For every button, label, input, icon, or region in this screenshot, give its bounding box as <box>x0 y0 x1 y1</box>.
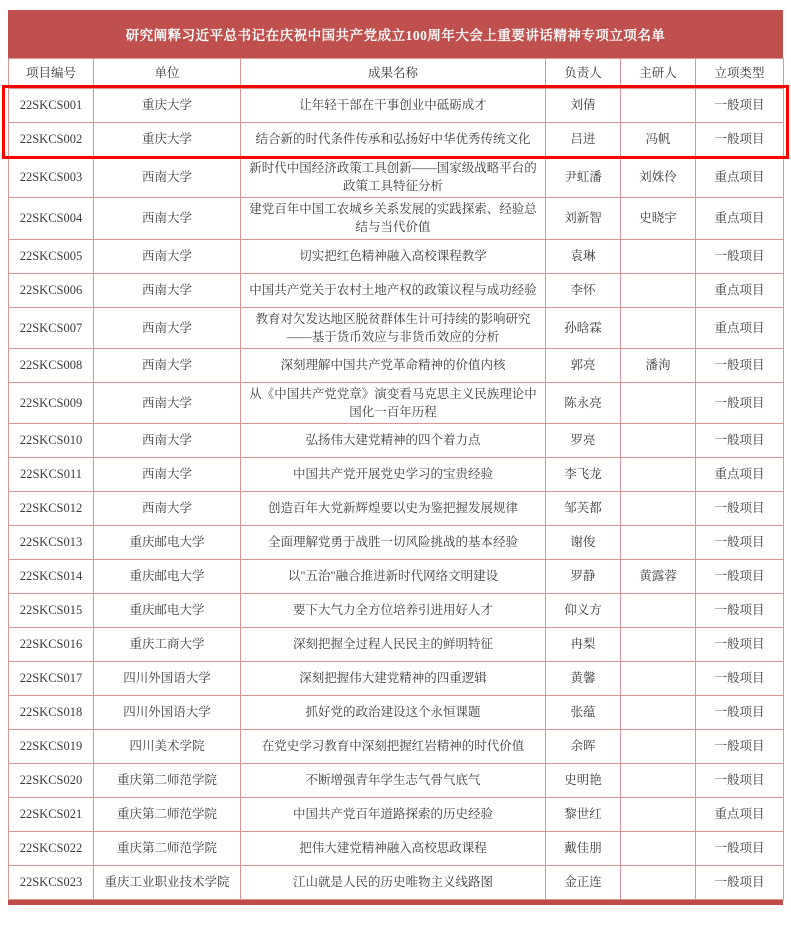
table-row <box>9 764 784 798</box>
leader-cell: 尹虹潘 <box>546 157 621 198</box>
table-row <box>9 492 784 526</box>
table-row <box>9 696 784 730</box>
project-code-cell: 22SKCS015 <box>9 594 94 628</box>
main-researcher-cell <box>621 492 696 526</box>
project-type-cell: 重点项目 <box>696 157 784 198</box>
unit-cell: 重庆邮电大学 <box>94 560 241 594</box>
project-type-cell: 一般项目 <box>696 560 784 594</box>
unit-cell: 西南大学 <box>94 492 241 526</box>
leader-cell: 金正连 <box>546 866 621 900</box>
unit-cell: 重庆第二师范学院 <box>94 764 241 798</box>
leader-cell: 史明艳 <box>546 764 621 798</box>
table-bottom-bar <box>8 900 783 905</box>
main-researcher-cell <box>621 696 696 730</box>
unit-cell: 西南大学 <box>94 458 241 492</box>
unit-cell: 重庆大学 <box>94 89 241 123</box>
project-type-cell: 一般项目 <box>696 239 784 273</box>
main-researcher-cell <box>621 798 696 832</box>
table-row <box>9 273 784 307</box>
leader-cell: 刘倩 <box>546 89 621 123</box>
table-row <box>9 458 784 492</box>
project-code-cell: 22SKCS022 <box>9 832 94 866</box>
unit-cell: 重庆邮电大学 <box>94 594 241 628</box>
table-title: 研究阐释习近平总书记在庆祝中国共产党成立100周年大会上重要讲话精神专项立项名单 <box>125 28 666 43</box>
main-researcher-cell: 黄露蓉 <box>621 560 696 594</box>
leader-cell: 谢俊 <box>546 526 621 560</box>
achievement-name-cell: 把伟大建党精神融入高校思政课程 <box>241 832 546 866</box>
leader-cell: 郭亮 <box>546 348 621 382</box>
unit-cell: 西南大学 <box>94 157 241 198</box>
leader-cell: 李怀 <box>546 273 621 307</box>
project-code-cell: 22SKCS008 <box>9 348 94 382</box>
project-code-cell: 22SKCS020 <box>9 764 94 798</box>
project-type-cell: 一般项目 <box>696 628 784 662</box>
table-row <box>9 307 784 348</box>
achievement-name-cell: 弘扬伟大建党精神的四个着力点 <box>241 424 546 458</box>
unit-cell: 四川外国语大学 <box>94 696 241 730</box>
unit-cell: 西南大学 <box>94 198 241 239</box>
unit-cell: 四川外国语大学 <box>94 662 241 696</box>
project-code-cell: 22SKCS004 <box>9 198 94 239</box>
main-researcher-cell: 刘姝伶 <box>621 157 696 198</box>
project-type-cell: 重点项目 <box>696 307 784 348</box>
achievement-name-cell: 中国共产党关于农村土地产权的政策议程与成功经验 <box>241 273 546 307</box>
achievement-name-cell: 以"五治"融合推进新时代网络文明建设 <box>241 560 546 594</box>
achievement-name-cell: 让年轻干部在干事创业中砥砺成才 <box>241 89 546 123</box>
project-code-cell: 22SKCS021 <box>9 798 94 832</box>
table-row <box>9 198 784 239</box>
unit-cell: 重庆第二师范学院 <box>94 832 241 866</box>
main-researcher-cell <box>621 239 696 273</box>
project-type-cell: 一般项目 <box>696 382 784 423</box>
main-researcher-cell <box>621 424 696 458</box>
project-code-cell: 22SKCS001 <box>9 89 94 123</box>
main-researcher-cell <box>621 89 696 123</box>
project-type-cell: 一般项目 <box>696 123 784 157</box>
project-table <box>8 58 784 900</box>
project-type-cell: 一般项目 <box>696 730 784 764</box>
achievement-name-cell: 中国共产党开展党史学习的宝贵经验 <box>241 458 546 492</box>
leader-cell: 余晖 <box>546 730 621 764</box>
unit-cell: 西南大学 <box>94 307 241 348</box>
leader-cell: 吕进 <box>546 123 621 157</box>
project-code-cell: 22SKCS016 <box>9 628 94 662</box>
unit-cell: 西南大学 <box>94 382 241 423</box>
leader-cell: 罗静 <box>546 560 621 594</box>
project-code-cell: 22SKCS010 <box>9 424 94 458</box>
project-type-cell: 一般项目 <box>696 594 784 628</box>
project-code-cell: 22SKCS007 <box>9 307 94 348</box>
leader-cell: 陈永亮 <box>546 382 621 423</box>
project-code-cell: 22SKCS014 <box>9 560 94 594</box>
project-code-cell: 22SKCS009 <box>9 382 94 423</box>
leader-cell: 罗亮 <box>546 424 621 458</box>
table-header <box>9 59 784 89</box>
main-researcher-cell: 冯帆 <box>621 123 696 157</box>
main-researcher-cell: 史晓宇 <box>621 198 696 239</box>
project-code-cell: 22SKCS002 <box>9 123 94 157</box>
main-researcher-cell <box>621 458 696 492</box>
unit-cell: 西南大学 <box>94 348 241 382</box>
table-row <box>9 866 784 900</box>
table-row <box>9 560 784 594</box>
col-project-type: 立项类型 <box>696 59 784 89</box>
main-researcher-cell <box>621 628 696 662</box>
project-type-cell: 重点项目 <box>696 458 784 492</box>
project-type-cell: 一般项目 <box>696 492 784 526</box>
achievement-name-cell: 新时代中国经济政策工具创新——国家级战略平台的政策工具特征分析 <box>241 157 546 198</box>
achievement-name-cell: 切实把红色精神融入高校课程教学 <box>241 239 546 273</box>
project-code-cell: 22SKCS023 <box>9 866 94 900</box>
table-body <box>9 89 784 900</box>
col-unit: 单位 <box>94 59 241 89</box>
project-type-cell: 一般项目 <box>696 89 784 123</box>
leader-cell: 刘新智 <box>546 198 621 239</box>
leader-cell: 冉梨 <box>546 628 621 662</box>
table-row <box>9 798 784 832</box>
table-header-row <box>9 59 784 89</box>
project-code-cell: 22SKCS005 <box>9 239 94 273</box>
main-researcher-cell <box>621 764 696 798</box>
project-type-cell: 一般项目 <box>696 696 784 730</box>
achievement-name-cell: 深刻理解中国共产党革命精神的价值内核 <box>241 348 546 382</box>
table-row <box>9 382 784 423</box>
project-type-cell: 重点项目 <box>696 798 784 832</box>
project-code-cell: 22SKCS006 <box>9 273 94 307</box>
leader-cell: 李飞龙 <box>546 458 621 492</box>
table-row <box>9 662 784 696</box>
project-type-cell: 一般项目 <box>696 526 784 560</box>
leader-cell: 袁琳 <box>546 239 621 273</box>
unit-cell: 重庆大学 <box>94 123 241 157</box>
project-type-cell: 一般项目 <box>696 662 784 696</box>
project-type-cell: 一般项目 <box>696 866 784 900</box>
achievement-name-cell: 全面理解党勇于战胜一切风险挑战的基本经验 <box>241 526 546 560</box>
unit-cell: 西南大学 <box>94 239 241 273</box>
main-researcher-cell <box>621 273 696 307</box>
project-code-cell: 22SKCS012 <box>9 492 94 526</box>
achievement-name-cell: 深刻把握伟大建党精神的四重逻辑 <box>241 662 546 696</box>
table-row <box>9 157 784 198</box>
achievement-name-cell: 不断增强青年学生志气骨气底气 <box>241 764 546 798</box>
achievement-name-cell: 江山就是人民的历史唯物主义线路图 <box>241 866 546 900</box>
col-project-code: 项目编号 <box>9 59 94 89</box>
achievement-name-cell: 创造百年大党新辉煌要以史为鉴把握发展规律 <box>241 492 546 526</box>
leader-cell: 张蕴 <box>546 696 621 730</box>
project-code-cell: 22SKCS019 <box>9 730 94 764</box>
table-row <box>9 628 784 662</box>
main-researcher-cell: 潘洵 <box>621 348 696 382</box>
achievement-name-cell: 从《中国共产党党章》演变看马克思主义民族理论中国化一百年历程 <box>241 382 546 423</box>
col-main-researcher: 主研人 <box>621 59 696 89</box>
unit-cell: 西南大学 <box>94 273 241 307</box>
table-row <box>9 123 784 157</box>
unit-cell: 重庆第二师范学院 <box>94 798 241 832</box>
project-type-cell: 重点项目 <box>696 198 784 239</box>
achievement-name-cell: 深刻把握全过程人民民主的鲜明特征 <box>241 628 546 662</box>
table-row <box>9 348 784 382</box>
main-researcher-cell <box>621 662 696 696</box>
unit-cell: 四川美术学院 <box>94 730 241 764</box>
unit-cell: 重庆工商大学 <box>94 628 241 662</box>
project-code-cell: 22SKCS017 <box>9 662 94 696</box>
leader-cell: 戴佳朋 <box>546 832 621 866</box>
achievement-name-cell: 抓好党的政治建设这个永恒课题 <box>241 696 546 730</box>
achievement-name-cell: 在党史学习教育中深刻把握红岩精神的时代价值 <box>241 730 546 764</box>
table-row <box>9 730 784 764</box>
table-row <box>9 89 784 123</box>
achievement-name-cell: 中国共产党百年道路探索的历史经验 <box>241 798 546 832</box>
table-row <box>9 594 784 628</box>
project-code-cell: 22SKCS003 <box>9 157 94 198</box>
table-title-banner <box>8 10 783 58</box>
table-row <box>9 832 784 866</box>
project-list-document <box>8 10 783 905</box>
main-researcher-cell <box>621 526 696 560</box>
leader-cell: 仰义方 <box>546 594 621 628</box>
main-researcher-cell <box>621 730 696 764</box>
project-type-cell: 一般项目 <box>696 424 784 458</box>
achievement-name-cell: 要下大气力全方位培养引进用好人才 <box>241 594 546 628</box>
table-row <box>9 526 784 560</box>
leader-cell: 邹芙都 <box>546 492 621 526</box>
leader-cell: 黎世红 <box>546 798 621 832</box>
project-code-cell: 22SKCS018 <box>9 696 94 730</box>
main-researcher-cell <box>621 594 696 628</box>
achievement-name-cell: 教育对欠发达地区脱贫群体生计可持续的影响研究——基于货币效应与非货币效应的分析 <box>241 307 546 348</box>
table-row <box>9 424 784 458</box>
col-leader: 负责人 <box>546 59 621 89</box>
unit-cell: 西南大学 <box>94 424 241 458</box>
main-researcher-cell <box>621 307 696 348</box>
unit-cell: 重庆工业职业技术学院 <box>94 866 241 900</box>
main-researcher-cell <box>621 866 696 900</box>
leader-cell: 孙晗霖 <box>546 307 621 348</box>
main-researcher-cell <box>621 382 696 423</box>
unit-cell: 重庆邮电大学 <box>94 526 241 560</box>
table-row <box>9 239 784 273</box>
project-type-cell: 一般项目 <box>696 348 784 382</box>
achievement-name-cell: 结合新的时代条件传承和弘扬好中华优秀传统文化 <box>241 123 546 157</box>
main-researcher-cell <box>621 832 696 866</box>
project-code-cell: 22SKCS011 <box>9 458 94 492</box>
leader-cell: 黄馨 <box>546 662 621 696</box>
col-achievement-name: 成果名称 <box>241 59 546 89</box>
project-code-cell: 22SKCS013 <box>9 526 94 560</box>
achievement-name-cell: 建党百年中国工农城乡关系发展的实践探索、经验总结与当代价值 <box>241 198 546 239</box>
project-type-cell: 一般项目 <box>696 832 784 866</box>
project-type-cell: 一般项目 <box>696 764 784 798</box>
project-type-cell: 重点项目 <box>696 273 784 307</box>
